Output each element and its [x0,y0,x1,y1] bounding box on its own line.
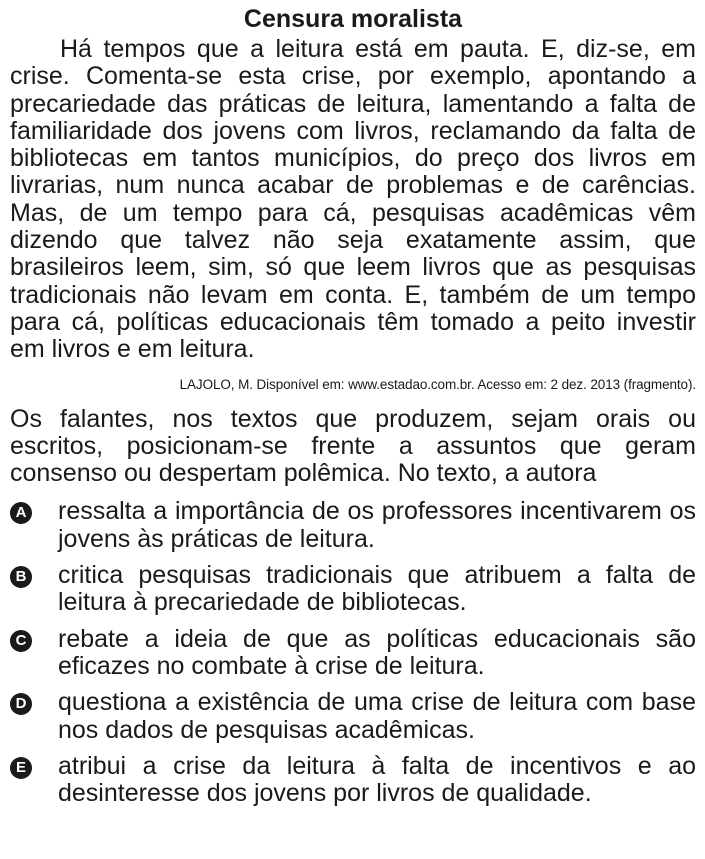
option-d[interactable] [10,689,696,744]
option-a-letter-badge: A [10,502,32,524]
option-b-letter-badge: B [10,566,32,588]
option-b[interactable] [10,562,696,617]
option-c-letter-badge: C [10,630,32,652]
option-d-text: questiona a existência de uma crise de leitura com base nos dados de pesquisas acadêmicas. [58,688,696,744]
option-d-letter-badge: D [10,693,32,715]
passage-text: Há tempos que a leitura está em pauta. E, diz-se, em crise. Comenta-se esta crise, por exemplo, apontando a precariedade das práticas de leitura, lamentando a falta de familiaridade dos jovens com livros, reclamando da falta de bibliotecas em tantos municípios, do preço dos livros em livrarias, num nunca acabar de problemas e de carências. Mas, de um tempo para cá, pesquisas acadêmicas vêm dizendo que talvez não seja exatamente assim, que brasileiros leem, sim, só que leem livros que as pesquisas tradicionais não levam em conta. E, também de um tempo para cá, políticas educacionais têm tomado a peito investir em livros e em leitura. [10,35,696,364]
option-b-text: critica pesquisas tradicionais que atribuem a falta de leitura à precariedade de bibliotecas. [58,561,696,617]
option-c-text: rebate a ideia de que as políticas educacionais são eficazes no combate à crise de leitura. [58,624,696,680]
passage-title: Censura moralista [243,5,463,33]
option-a-text: ressalta a importância de os professores incentivarem os jovens às práticas de leitura. [58,497,696,553]
option-e-letter-badge: E [10,757,32,779]
option-e-text: atribui a crise da leitura à falta de incentivos e ao desinteresse dos jovens por livros de qualidade. [58,751,696,808]
option-a[interactable] [10,498,696,553]
option-e[interactable] [10,753,696,808]
option-c[interactable] [10,626,696,681]
answer-options [10,498,696,807]
passage-source: LAJOLO, M. Disponível em: www.estadao.com.br. Acesso em: 2 dez. 2013 (fragmento). [179,376,696,392]
question-prompt: Os falantes, nos textos que produzem, sejam orais ou escritos, posicionam-se frente a assuntos que geram consenso ou despertam polêmica. No texto, a autora [10,404,696,488]
